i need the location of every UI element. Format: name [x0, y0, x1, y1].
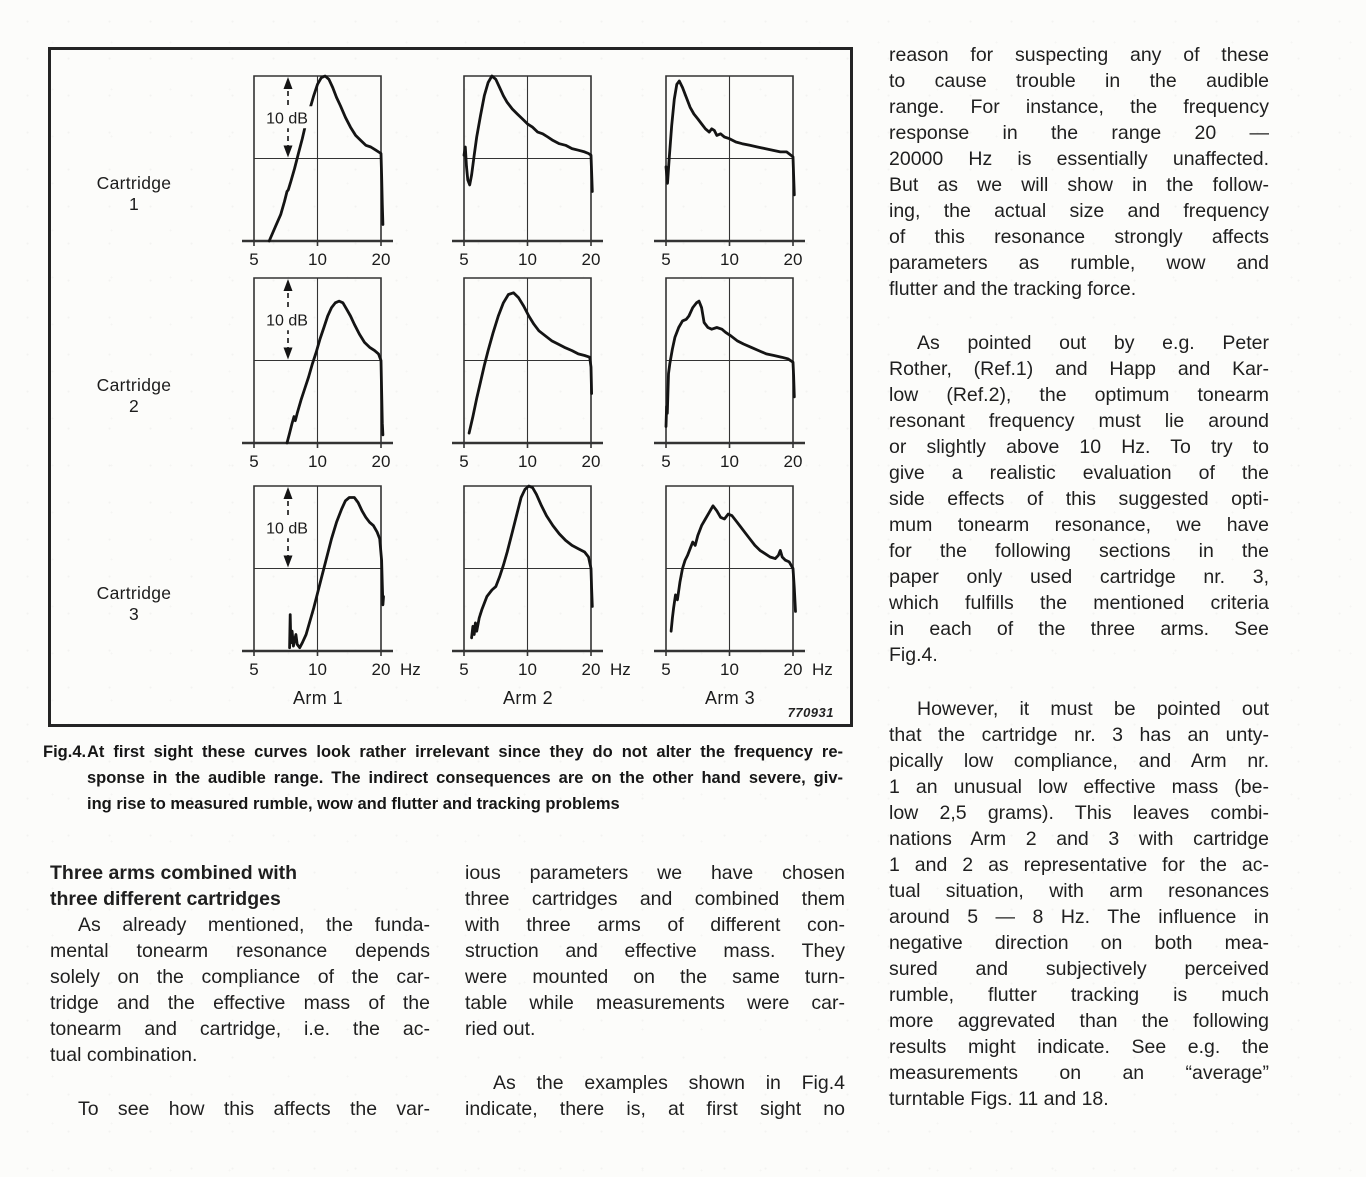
- text-line: side effects of this suggested opti-: [889, 488, 1269, 510]
- x-unit-label: Hz: [610, 660, 631, 679]
- text-line: As pointed out by e.g. Peter: [917, 332, 1269, 354]
- x-tick-label: 20: [783, 250, 803, 269]
- text-line: Fig.4.: [889, 644, 938, 666]
- figure-plate-number: 770931: [787, 705, 834, 720]
- text-line: sponse in the audible range. The indirect consequences are on the other hand severe, giv-: [87, 769, 843, 787]
- paragraph: [889, 42, 1269, 302]
- x-tick-label: 5: [249, 660, 259, 679]
- text-line: low (Ref.2), the optimum tonearm: [889, 384, 1269, 406]
- x-tick-label: 5: [459, 452, 469, 471]
- text-line: flutter and the tracking force.: [889, 278, 1137, 300]
- x-tick-label: 5: [661, 452, 671, 471]
- row-label-cartridge-2: [71, 375, 197, 417]
- x-tick-label: 20: [581, 250, 601, 269]
- plot-panel-svg: [240, 478, 426, 684]
- text-line: with three arms of different con-: [465, 914, 845, 936]
- text-line: pically low compliance, and Arm nr.: [889, 750, 1269, 772]
- row-label-line: 2: [128, 396, 140, 416]
- x-unit-label: Hz: [400, 660, 421, 679]
- text-line: three cartridges and combined them: [465, 888, 845, 910]
- x-tick-label: 10: [308, 452, 327, 471]
- plot-cartridge1-arm3: [652, 68, 838, 279]
- paragraph: [50, 912, 430, 1068]
- text-line: rumble, flutter tracking is much: [889, 984, 1269, 1006]
- text-line: solely on the compliance of the car-: [50, 966, 430, 988]
- col-label-arm-2: Arm 2: [502, 688, 553, 708]
- x-tick-label: 10: [720, 452, 739, 471]
- text-line: low 2,5 grams). This leaves combi-: [889, 802, 1269, 824]
- col-label-arm-1: Arm 1: [292, 688, 343, 708]
- figure-caption-text: [87, 742, 843, 820]
- db-scale-arrow: [262, 279, 313, 360]
- x-tick-label: 10: [308, 660, 327, 679]
- row-label-cartridge-1: [71, 173, 197, 215]
- x-tick-label: 20: [581, 660, 601, 679]
- db-scale-label: 10 dB: [266, 110, 308, 128]
- text-line: to cause trouble in the audible: [889, 70, 1269, 92]
- text-line: range. For instance, the frequency: [889, 96, 1269, 118]
- text-line: 20000 Hz is essentially unaffected.: [889, 148, 1269, 170]
- text-line: for the following sections in the: [889, 540, 1269, 562]
- text-column-middle: [465, 860, 845, 1122]
- text-line: But as we will show in the follow-: [889, 174, 1269, 196]
- text-line: At first sight these curves look rather irrelevant since they do not alter the frequency re-: [87, 743, 843, 761]
- db-scale-arrow: [262, 487, 313, 568]
- text-line: 1 an unusual low effective mass (be-: [889, 776, 1269, 798]
- paragraph: [465, 1070, 845, 1122]
- text-line: However, it must be pointed out: [917, 698, 1269, 720]
- x-tick-label: 20: [783, 660, 803, 679]
- text-line: indicate, there is, at first sight no: [465, 1098, 845, 1120]
- text-line: ious parameters we have chosen: [465, 862, 845, 884]
- text-line: 1 and 2 as representative for the ac-: [889, 854, 1269, 876]
- x-tick-label: 5: [661, 250, 671, 269]
- x-tick-label: 10: [720, 250, 739, 269]
- text-line: nations Arm 2 and 3 with cartridge: [889, 828, 1269, 850]
- text-line: tual combination.: [50, 1044, 198, 1066]
- text-line: more aggrevated than the following: [889, 1010, 1269, 1032]
- text-line: As the examples shown in Fig.4: [493, 1072, 845, 1094]
- plot-panel-svg: [240, 68, 426, 274]
- text-line: ried out.: [465, 1018, 536, 1040]
- plot-cartridge3-arm3: [652, 478, 838, 689]
- x-tick-label: 5: [459, 660, 469, 679]
- plot-cartridge1-arm2: [450, 68, 636, 279]
- text-line: mum tonearm resonance, we have: [889, 514, 1269, 536]
- x-tick-label: 10: [518, 452, 537, 471]
- fig4-frame: [48, 47, 853, 727]
- text-line: measurements on an “average”: [889, 1062, 1269, 1084]
- text-line: tual situation, with arm resonances: [889, 880, 1269, 902]
- text-line: ing, the actual size and frequency: [889, 200, 1269, 222]
- row-label-line: 1: [128, 194, 140, 214]
- text-column-right: [889, 42, 1269, 1112]
- text-line: Rother, (Ref.1) and Happ and Kar-: [889, 358, 1269, 380]
- plot-cartridge2-arm2: [450, 270, 636, 481]
- plot-panel-svg: [450, 270, 636, 476]
- text-line: in each of the three arms. See: [889, 618, 1269, 640]
- text-line: sured and subjectively perceived: [889, 958, 1269, 980]
- x-tick-label: 20: [581, 452, 601, 471]
- text-line: reason for suspecting any of these: [889, 44, 1269, 66]
- text-line: negative direction on both mea-: [889, 932, 1269, 954]
- text-line: ing rise to measured rumble, wow and flutter and tracking problems: [87, 795, 620, 813]
- row-label-line: 3: [128, 604, 140, 624]
- text-line: table while measurements were car-: [465, 992, 845, 1014]
- plot-panel-svg: [450, 478, 636, 684]
- text-line: parameters as rumble, wow and: [889, 252, 1269, 274]
- paragraph: [889, 330, 1269, 668]
- plot-panel-svg: [450, 68, 636, 274]
- text-line: were mounted on the same turn-: [465, 966, 845, 988]
- plot-panel-svg: [652, 68, 838, 274]
- x-tick-label: 20: [783, 452, 803, 471]
- db-scale-arrow: [262, 77, 313, 158]
- x-unit-label: Hz: [812, 660, 833, 679]
- row-label-cartridge-3: [71, 583, 197, 625]
- x-tick-label: 5: [249, 452, 259, 471]
- x-tick-label: 10: [518, 660, 537, 679]
- text-line: turntable Figs. 11 and 18.: [889, 1088, 1109, 1110]
- x-tick-label: 10: [308, 250, 327, 269]
- plot-cartridge3-arm2: [450, 478, 636, 689]
- row-label-line: Cartridge: [96, 173, 172, 193]
- text-line: give a realistic evaluation of the: [889, 462, 1269, 484]
- x-tick-label: 20: [371, 452, 391, 471]
- figure-caption: [43, 742, 843, 820]
- text-line: which fulfills the mentioned criteria: [889, 592, 1269, 614]
- plot-panel-svg: [240, 270, 426, 476]
- x-tick-label: 10: [720, 660, 739, 679]
- row-label-line: Cartridge: [96, 375, 172, 395]
- text-line: paper only used cartridge nr. 3,: [889, 566, 1269, 588]
- col-label-arm-3: Arm 3: [704, 688, 755, 708]
- db-scale-label: 10 dB: [266, 312, 308, 330]
- text-line: or slightly above 10 Hz. To try to: [889, 436, 1269, 458]
- x-tick-label: 20: [371, 250, 391, 269]
- text-line: around 5 — 8 Hz. The influence in: [889, 906, 1269, 928]
- row-label-line: Cartridge: [96, 583, 172, 603]
- plot-cartridge2-arm3: [652, 270, 838, 481]
- text-line: As already mentioned, the funda-: [78, 914, 430, 936]
- plot-cartridge1-arm1: [240, 68, 426, 279]
- x-tick-label: 5: [459, 250, 469, 269]
- x-tick-label: 20: [371, 660, 391, 679]
- text-line: struction and effective mass. They: [465, 940, 845, 962]
- section-heading-line: three different cartridges: [50, 888, 281, 910]
- text-line: tonearm and cartridge, i.e. the ac-: [50, 1018, 430, 1040]
- text-line: that the cartridge nr. 3 has an unty-: [889, 724, 1269, 746]
- paragraph: [889, 696, 1269, 1112]
- text-line: mental tonearm resonance depends: [50, 940, 430, 962]
- paragraph: [50, 1096, 430, 1122]
- text-column-left: [50, 860, 430, 1122]
- text-line: To see how this affects the var-: [78, 1098, 430, 1120]
- x-tick-label: 10: [518, 250, 537, 269]
- x-tick-label: 5: [661, 660, 671, 679]
- text-line: of this resonance strongly affects: [889, 226, 1269, 248]
- text-line: tridge and the effective mass of the: [50, 992, 430, 1014]
- plot-cartridge3-arm1: [240, 478, 426, 689]
- text-line: results might indicate. See e.g. the: [889, 1036, 1269, 1058]
- plot-panel-svg: [652, 270, 838, 476]
- plot-cartridge2-arm1: [240, 270, 426, 481]
- db-scale-label: 10 dB: [266, 520, 308, 538]
- plot-panel-svg: [652, 478, 838, 684]
- figure-caption-tag: Fig.4.: [43, 743, 87, 761]
- section-heading-line: Three arms combined with: [50, 862, 298, 884]
- text-line: response in the range 20 —: [889, 122, 1269, 144]
- text-line: resonant frequency must lie around: [889, 410, 1269, 432]
- paragraph: [465, 860, 845, 1042]
- x-tick-label: 5: [249, 250, 259, 269]
